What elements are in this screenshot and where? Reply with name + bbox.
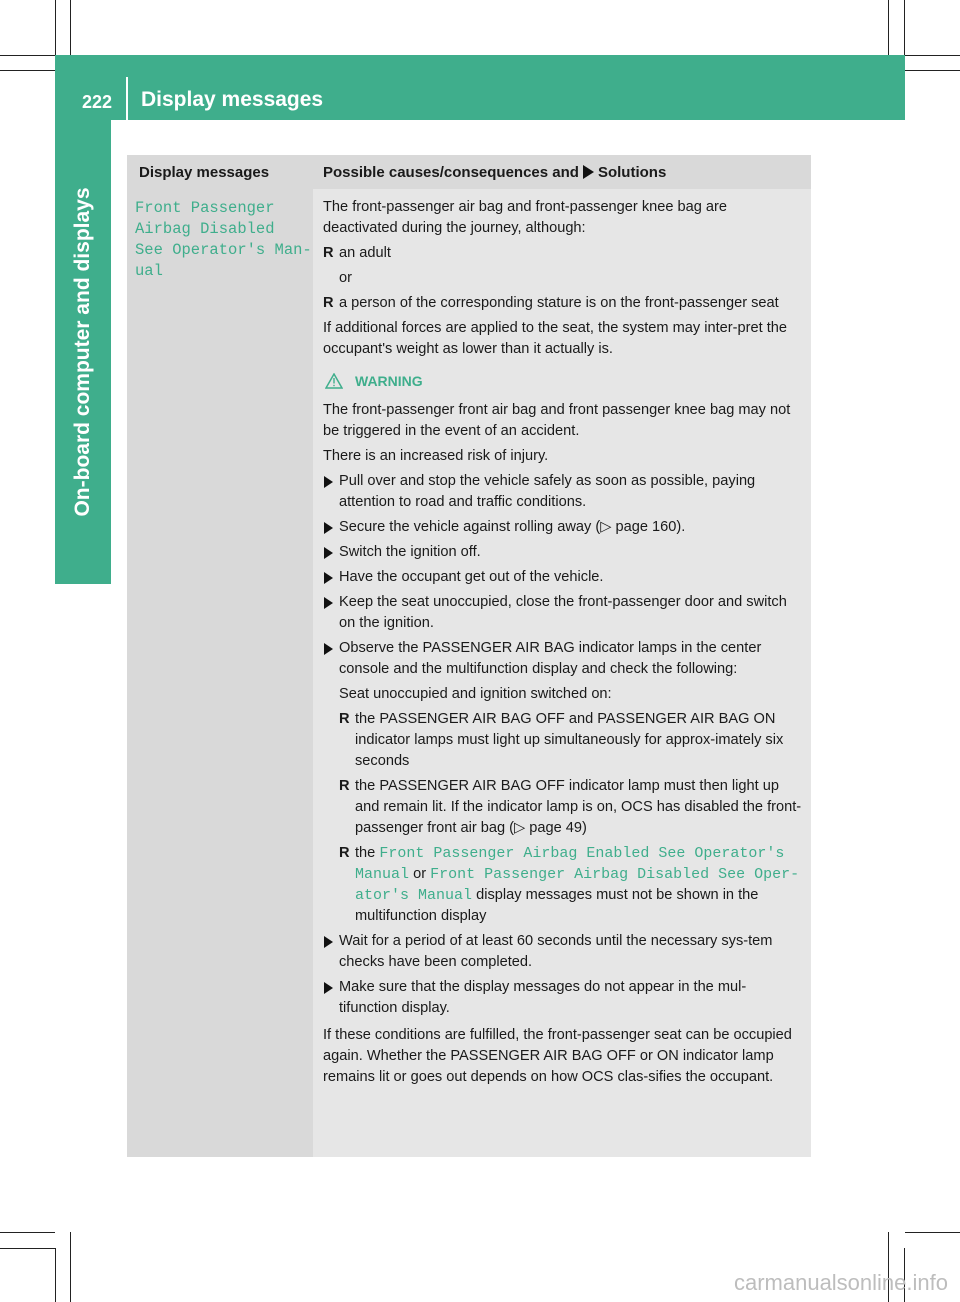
- action-step: Secure the vehicle against rolling away (▷ page 160).: [323, 517, 803, 538]
- action-arrow-icon: [324, 547, 333, 559]
- bullet-icon: R: [323, 295, 334, 311]
- bullet-icon: R: [339, 711, 350, 727]
- action-arrow-icon: [324, 597, 333, 609]
- crop-mark: [0, 1232, 55, 1233]
- header-divider: [126, 77, 128, 120]
- action-arrow-icon: [324, 643, 333, 655]
- action-step: Have the occupant get out of the vehicle.: [323, 567, 803, 588]
- warning-heading: [323, 370, 803, 392]
- display-message-inline: Front Passenger Airbag Disabled See Oper‐ator's Manual: [355, 866, 800, 904]
- additional-text: If additional forces are applied to the seat, the system may inter-pret the occupant's weight as lower than it actually is.: [323, 320, 787, 357]
- action-step: Switch the ignition off.: [323, 542, 803, 563]
- list-item: R the PASSENGER AIR BAG OFF and PASSENGER AIR BAG ON indicator lamps must light up simultaneously for approx-imately six seconds: [339, 711, 784, 769]
- solutions-cell: [313, 189, 811, 1157]
- crop-mark: [888, 0, 889, 55]
- column-header-messages: Display messages: [139, 163, 270, 181]
- display-message-text: Front Passenger Airbag Disabled See Operator's Man‐ ual: [127, 189, 313, 1157]
- action-arrow-icon: [583, 165, 594, 179]
- action-arrow-icon: [324, 476, 333, 488]
- action-step: Observe the PASSENGER AIR BAG indicator lamps in the center console and the multifunction display and check the following:: [323, 638, 803, 680]
- column-header-text: Possible causes/consequences and: [323, 163, 579, 181]
- action-step: Keep the seat unoccupied, close the front-passenger door and switch on the ignition.: [323, 592, 803, 634]
- table-header-row: [127, 155, 811, 189]
- action-arrow-icon: [324, 982, 333, 994]
- bullet-icon: R: [323, 245, 334, 261]
- crop-mark: [70, 1232, 71, 1302]
- action-arrow-icon: [324, 572, 333, 584]
- crop-mark: [55, 1248, 56, 1302]
- action-arrow-icon: [324, 936, 333, 948]
- warning-text: The front-passenger front air bag and front passenger knee bag may not be triggered in the event of an accident.: [323, 402, 791, 439]
- action-arrow-icon: [324, 522, 333, 534]
- list-item: R an adult: [323, 243, 803, 264]
- table-row: [127, 189, 811, 1157]
- display-message-inline: Front Passenger Airbag Enabled See Operator's Manual: [355, 845, 785, 883]
- action-step: Pull over and stop the vehicle safely as soon as possible, paying attention to road and traffic conditions.: [323, 471, 803, 513]
- column-header-text: Solutions: [597, 163, 667, 181]
- crop-mark: [0, 55, 55, 56]
- closing-text: If these conditions are fulfilled, the front-passenger seat can be occupied again. Whether the PASSENGER AIR BAG OFF or ON indicator lamp remains lit or goes out depends on how OCS clas-sifies the occupant.: [323, 1027, 792, 1085]
- crop-mark: [0, 70, 55, 71]
- seat-unoccupied-text: Seat unoccupied and ignition switched on:: [339, 686, 612, 702]
- action-step: Wait for a period of at least 60 seconds until the necessary sys-tem checks have been completed.: [323, 931, 803, 973]
- or-text: or: [339, 270, 352, 286]
- bullet-icon: R: [339, 845, 350, 861]
- warning-triangle-icon: [325, 373, 343, 389]
- intro-text: The front-passenger air bag and front-passenger knee bag are deactivated during the journey, although:: [323, 199, 728, 236]
- action-step: Make sure that the display messages do not appear in the mul-tifunction display.: [323, 977, 803, 1019]
- crop-mark: [905, 70, 960, 71]
- page-number: 222: [82, 92, 113, 112]
- list-item: R a person of the corresponding stature is on the front-passenger seat: [323, 293, 803, 314]
- warning-label: WARNING: [355, 372, 423, 389]
- list-item: R the Front Passenger Airbag Enabled See Operator's Manual or Front Passenger Airbag Disabled See Oper‐ator's Manual display messages must not be shown in the multifunction display: [339, 845, 800, 924]
- crop-mark: [0, 1248, 55, 1249]
- risk-text: There is an increased risk of injury.: [323, 448, 549, 464]
- message-table: [127, 155, 811, 1157]
- list-item: R the PASSENGER AIR BAG OFF indicator lamp must then light up and remain lit. If the indicator lamp is on, OCS has disabled the front-passenger front air bag (▷ page 49): [339, 778, 802, 836]
- side-tab-label: On-board computer and displays: [71, 187, 94, 517]
- crop-mark: [55, 0, 56, 55]
- page-title: Display messages: [141, 88, 324, 111]
- column-header-solutions: [313, 164, 811, 181]
- crop-mark: [905, 1232, 960, 1233]
- bullet-icon: R: [339, 778, 350, 794]
- watermark: carmanualsonline.info: [733, 1270, 948, 1295]
- crop-mark: [905, 55, 960, 56]
